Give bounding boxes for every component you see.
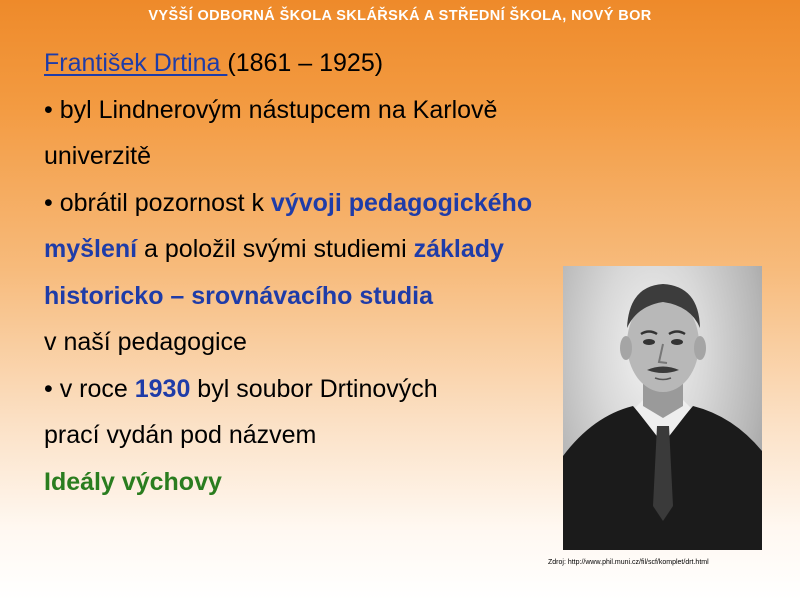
highlight-foundations: základy — [413, 235, 504, 263]
bullet-3-text: • v roce — [44, 374, 135, 403]
author-line — [44, 40, 724, 87]
portrait-photo — [563, 266, 762, 550]
highlight-year: 1930 — [134, 374, 191, 403]
author-name-link[interactable]: František Drtina — [44, 49, 228, 77]
highlight-comparative-study: historicko – srovnávacího studia — [44, 281, 434, 310]
book-title: Ideály výchovy — [44, 467, 222, 496]
bullet-2-line-4: v naší pedagogice — [44, 328, 247, 356]
highlight-thinking: myšlení — [44, 235, 138, 263]
school-header-title: VYŠŠÍ ODBORNÁ ŠKOLA SKLÁŘSKÁ A STŘEDNÍ ŠKOLA, NOVÝ BOR — [148, 8, 652, 24]
highlight-development: vývoji pedagogického — [270, 188, 533, 217]
bullet-3-line-2: prací vydán pod názvem — [44, 421, 317, 449]
bullet-2-line-1 — [44, 180, 724, 227]
bullet-2-text: • obrátil pozornost k — [44, 188, 271, 217]
author-years: (1861 – 1925) — [227, 49, 384, 77]
bullet-1-line-1: • byl Lindnerovým nástupcem na Karlově — [44, 95, 498, 124]
bullet-3-post-text: byl soubor Drtinových — [190, 374, 438, 403]
bullet-2-mid-text: a položil svými studiemi — [137, 235, 414, 263]
photo-source-caption[interactable]: Zdroj: http://www.phil.muni.cz/fil/scf/komplet/drt.html — [548, 559, 709, 566]
portrait-drawing — [563, 266, 762, 550]
bullet-1-line-2: univerzitě — [44, 142, 151, 170]
